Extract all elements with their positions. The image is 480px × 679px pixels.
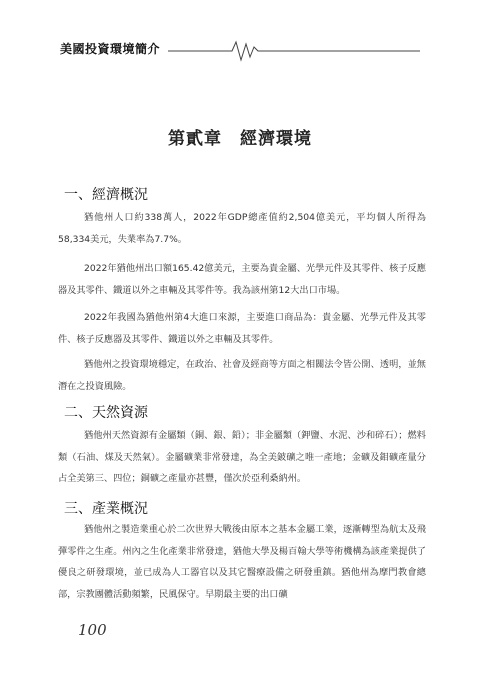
paragraph: 猶他州之投資環境穩定，在政治、社會及經商等方面之相關法令皆公開、透明，並無潛在之投資風險。: [58, 359, 426, 392]
header-title: 美國投資環境簡介: [60, 42, 161, 56]
chapter-title: 第貳章 經濟環境: [168, 129, 312, 149]
paragraph: 猶他州天然資源有金屬類（銅、銀、鉛）；非金屬類（鉀鹽、水泥、沙和碎石）；燃料類（石油、煤及天然氣）。金屬礦業非常發達，為全美鈹礦之唯一產地；金礦及鉬礦產量分占全美第三、四位；銅礦之產量亦甚豐，僅次於亞利桑納州。: [58, 430, 426, 484]
running-header: [60, 38, 420, 64]
section-heading: 二、天然資源: [64, 405, 148, 421]
paragraph: 猶他州人口約338萬人，2022年GDP總產值約2,504億美元，平均個人所得為58,334美元，失業率為7.7%。: [58, 212, 426, 245]
page-number: 100: [78, 621, 107, 639]
paragraph: 猶他州之製造業重心於二次世界大戰後由原本之基本金屬工業，逐漸轉型為航太及飛彈零件之生產。州內之生化產業非常發達，猶他大學及楊百翰大學等術機構為該產業提供了優良之研發環境，並已成為人工器官以及其它醫療設備之研發重鎮。猶他州為摩門教會總部，宗教團體活動頻繁，民風保守。早期最主要的出口礦: [58, 524, 426, 600]
section-heading: 一、經濟概況: [64, 187, 148, 203]
paragraph: 2022年我國為猶他州第4大進口來源，主要進口商品為：貴金屬、光學元件及其零件、核子反應器及其零件、鐵道以外之車輛及其零件。: [58, 312, 426, 345]
paragraph: 2022年猶他州出口額165.42億美元，主要為貴金屬、光學元件及其零件、核子反應器及其零件、鐵道以外之車輛及其零件等。我為該州第12大出口市場。: [58, 263, 426, 296]
section-heading: 三、產業概況: [64, 501, 148, 517]
